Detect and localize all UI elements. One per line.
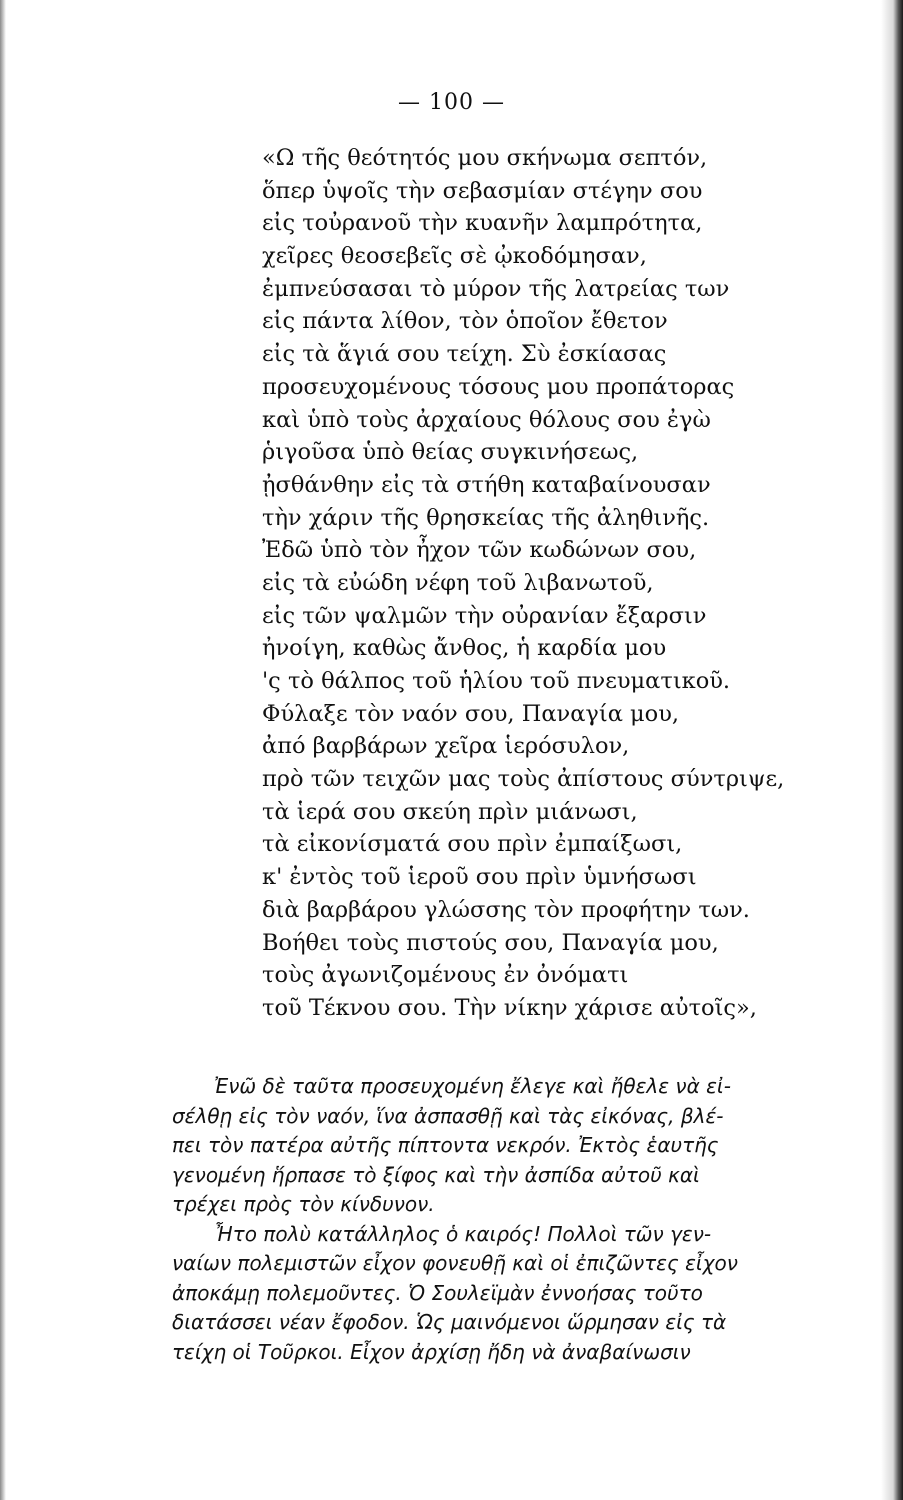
prose-line: Ἐνῶ δὲ ταῦτα προσευχομένη ἔλεγε καὶ ἤθελε νὰ εἰ- (214, 1074, 731, 1098)
poem-line: εἰς τὰ εὐώδη νέφη τοῦ λιβανωτοῦ, (262, 569, 654, 596)
prose-line: σέλθῃ εἰς τὸν ναόν, ἵνα ἀσπασθῇ καὶ τὰς εἰκόνας, βλέ- (172, 1103, 724, 1128)
poem-line: Βοήθει τοὺς πιστούς σου, Παναγία μου, (262, 929, 719, 956)
poem-line: τὴν χάριν τῆς θρησκείας τῆς ἀληθινῆς. (262, 504, 710, 531)
poem-line: εἰς τῶν ψαλμῶν τὴν οὐρανίαν ἔξαρσιν (262, 602, 707, 629)
poem-line: ᾐσθάνθην εἰς τὰ στήθη καταβαίνουσαν (262, 471, 711, 498)
poem-line: ὅπερ ὑψοῖς τὴν σεβασμίαν στέγην σου (262, 177, 703, 204)
poem-line: διὰ βαρβάρου γλώσσης τὸν προφήτην των. (262, 896, 750, 923)
prose-line: διατάσσει νέαν ἔφοδον. Ὡς μαινόμενοι ὥρμησαν εἰς τὰ (172, 1310, 727, 1334)
prose-line: γενομένη ἥρπασε τὸ ξίφος καὶ τὴν ἀσπίδα αὐτοῦ καὶ (172, 1162, 700, 1187)
poem-line: χεῖρες θεοσεβεῖς σὲ ᾠκοδόμησαν, (262, 243, 647, 270)
prose-line: Ἦτο πολὺ κατάλληλος ὁ καιρός! Πολλοὶ τῶν γεν- (214, 1221, 712, 1246)
prose-block (172, 1072, 884, 1367)
poem-block (262, 142, 862, 1025)
poem-line: τὰ ἱερά σου σκεύη πρὶν μιάνωσι, (262, 798, 638, 825)
poem-line: 'ς τὸ θάλπος τοῦ ἡλίου τοῦ πνευματικοῦ. (262, 668, 731, 694)
poem-line: εἰς τὰ ἅγιά σου τείχη. Σὺ ἐσκίασας (262, 341, 667, 368)
poem-line: ἀπό βαρβάρων χεῖρα ἱερόσυλον, (262, 733, 630, 760)
poem-line: ἠνοίγη, καθὼς ἄνθος, ἡ καρδία μου (262, 635, 667, 662)
page-left-edge (0, 0, 6, 1500)
prose-line: ναίων πολεμιστῶν εἶχον φονευθῇ καὶ οἱ ἐπιζῶντες εἶχον (172, 1251, 738, 1275)
poem-line: ῥιγοῦσα ὑπὸ θείας συγκινήσεως, (262, 439, 639, 466)
poem-line: κ' ἐντὸς τοῦ ἱεροῦ σου πρὶν ὑμνήσωσι (262, 864, 697, 891)
poem-line: προσευχομένους τόσους μου προπάτορας (262, 373, 735, 400)
poem-line: ἐμπνεύσασαι τὸ μύρον τῆς λατρείας των (262, 275, 730, 302)
prose-line: πει τὸν πατέρα αὐτῆς πίπτοντα νεκρόν. Ἐκτὸς ἑαυτῆς (172, 1133, 719, 1157)
prose-line: ἀποκάμῃ πολεμοῦντες. Ὁ Σουλεϊμὰν ἐννοήσας τοῦτο (172, 1280, 703, 1305)
poem-line: τοῦ Τέκνου σου. Τὴν νίκην χάρισε αὐτοῖς», (262, 994, 757, 1021)
poem-line: εἰς τοὐρανοῦ τὴν κυανῆν λαμπρότητα, (262, 210, 703, 237)
poem-line: Φύλαξε τὸν ναόν σου, Παναγία μου, (262, 700, 680, 727)
page-number: — 100 — (398, 90, 505, 115)
page-binding-edge (881, 0, 903, 1500)
poem-line: εἰς πάντα λίθον, τὸν ὁποῖον ἔθετον (262, 308, 668, 335)
poem-line: Ἐδῶ ὑπὸ τὸν ἦχον τῶν κωδώνων σου, (262, 537, 697, 564)
poem-line: τὰ εἰκονίσματά σου πρὶν ἐμπαίξωσι, (262, 831, 683, 858)
poem-line: πρὸ τῶν τειχῶν μας τοὺς ἀπίστους σύντριψε, (262, 766, 785, 793)
prose-line: τείχη οἱ Τοῦρκοι. Εἶχον ἀρχίσῃ ἤδη νὰ ἀναβαίνωσιν (172, 1339, 691, 1364)
poem-line: «Ω τῆς θεότητός μου σκήνωμα σεπτόν, (262, 145, 708, 171)
prose-line: τρέχει πρὸς τὸν κίνδυνον. (172, 1192, 435, 1216)
poem-line: καὶ ὑπὸ τοὺς ἀρχαίους θόλους σου ἐγὼ (262, 406, 711, 433)
poem-line: τοὺς ἀγωνιζομένους ἐν ὀνόματι (262, 962, 629, 989)
